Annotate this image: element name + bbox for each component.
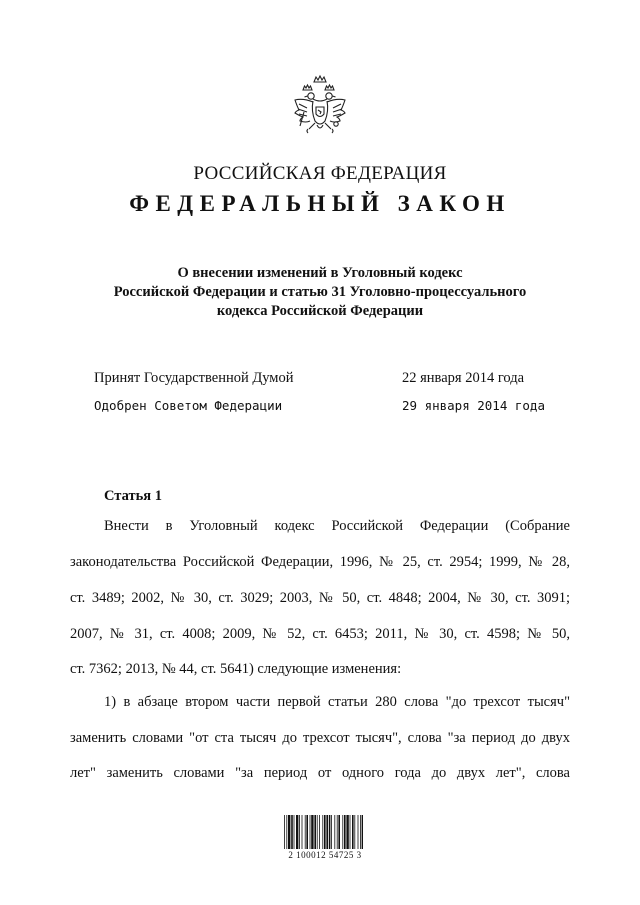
adoption-date: 29 января 2014 года — [402, 398, 545, 413]
state-name: РОССИЙСКАЯ ФЕДЕРАЦИЯ — [193, 163, 447, 184]
article-text-line: ст. 7362; 2013, № 44, ст. 5641) следующие изменения: — [70, 661, 402, 677]
article-text-line: 1) в абзаце втором части первой статьи 280 слова "до трехсот тысяч" — [104, 694, 570, 710]
article-text-line: Внести в Уголовный кодекс Российской Федерации (Собрание — [104, 518, 570, 534]
barcode-icon — [283, 815, 363, 849]
article-heading: Статья 1 — [104, 488, 162, 504]
law-title — [90, 264, 550, 321]
barcode-number: 2 100012 54725 3 — [288, 850, 362, 860]
adoption-label: Принят Государственной Думой — [94, 370, 294, 386]
coat-of-arms-icon — [287, 72, 353, 150]
adoption-council-row — [94, 398, 564, 418]
article-text-line: лет" заменить словами "за период от одного года до двух лет", слова — [70, 765, 570, 781]
law-title-line: О внесении изменений в Уголовный кодекс — [177, 265, 463, 281]
article-text-line: законодательства Российской Федерации, 1996, № 25, ст. 2954; 1999, № 28, — [70, 554, 570, 570]
adoption-date: 22 января 2014 года — [402, 370, 525, 386]
adoption-label: Одобрен Советом Федерации — [94, 398, 283, 413]
adoption-duma-row — [94, 370, 564, 390]
law-title-line: кодекса Российской Федерации — [216, 303, 424, 319]
article-text-line: 2007, № 31, ст. 4008; 2009, № 52, ст. 6453; 2011, № 30, ст. 4598; № 50, — [70, 626, 570, 642]
article-text-line: ст. 3489; 2002, № 30, ст. 3029; 2003, № 50, ст. 4848; 2004, № 30, ст. 3091; — [70, 590, 570, 606]
article-text-line: заменить словами "от ста тысяч до трехсот тысяч", слова "за период до двух — [70, 730, 570, 746]
law-type-heading: ФЕДЕРАЛЬНЫЙ ЗАКОН — [129, 191, 511, 216]
law-title-line: Российской Федерации и статью 31 Уголовно-процессуального — [113, 284, 527, 300]
